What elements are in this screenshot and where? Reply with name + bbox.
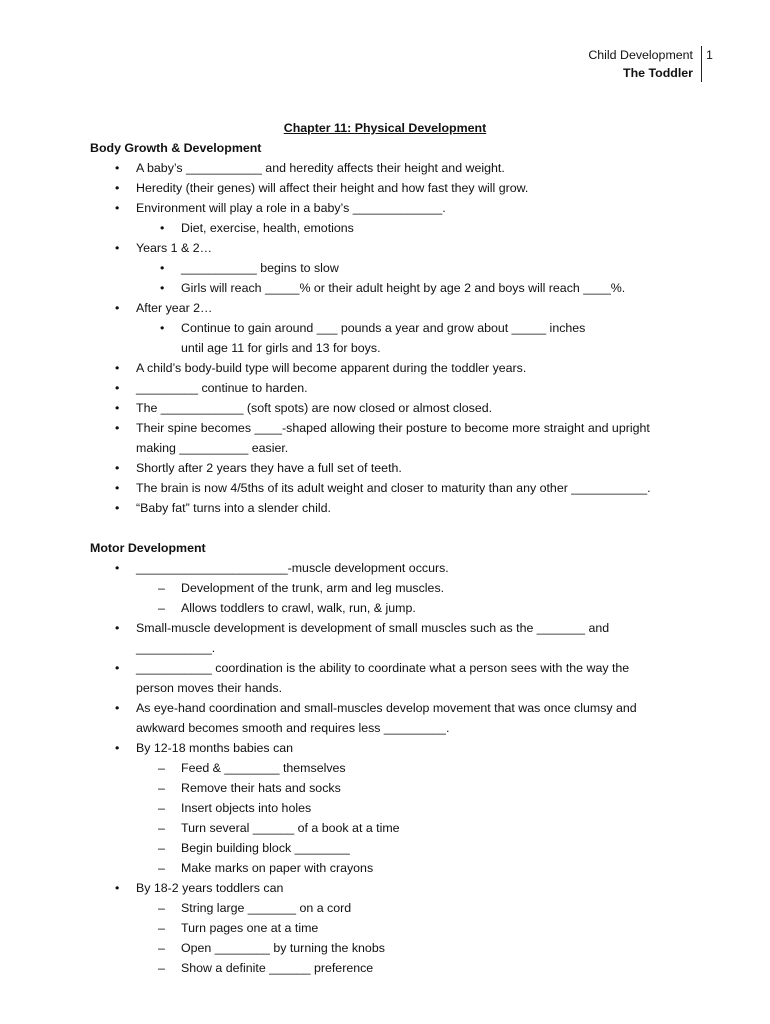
header-title: Child Development [588,48,693,62]
list-item: • As eye-hand coordination and small-muscles develop movement that was once clumsy and awkward becomes smooth and requires less _________. [90,698,690,738]
list-item: • The brain is now 4/5ths of its adult weight and closer to maturity than any other ___________. [90,478,690,498]
running-header-text [588,46,702,82]
section-title: Motor Development [90,541,206,555]
sub-list-item: – Show a definite ______ preference [90,958,690,978]
sub-list-item: • Girls will reach _____% or their adult height by age 2 and boys will reach ____%. [90,278,690,298]
running-header [588,46,702,82]
header-subtitle: The Toddler [623,66,693,80]
list-item: • After year 2… [90,298,690,318]
page-number: 1 [706,48,713,62]
list-item: • The ____________ (soft spots) are now closed or almost closed. [90,398,690,418]
list-item: • Their spine becomes ____-shaped allowing their posture to become more straight and upright making __________ easier. [90,418,690,458]
sub-list-item: • Continue to gain around ___ pounds a year and grow about _____ inches until age 11 for girls and 13 for boys. [90,318,690,358]
list-item: • Small-muscle development is development of small muscles such as the _______ and ___________. [90,618,690,658]
sub-list-item: – Development of the trunk, arm and leg muscles. [90,578,690,598]
list-item: • A baby’s ___________ and heredity affects their height and weight. [90,158,690,178]
list-item: • Years 1 & 2… [90,238,690,258]
section-list [90,558,690,978]
section-motor-development [90,538,690,978]
sub-list-item: – Allows toddlers to crawl, walk, run, & jump. [90,598,690,618]
list-item: • Environment will play a role in a baby’s _____________. [90,198,690,218]
list-item: • Shortly after 2 years they have a full set of teeth. [90,458,690,478]
list-item: • By 18-2 years toddlers can [90,878,690,898]
sub-list-item: – Feed & ________ themselves [90,758,690,778]
sub-list-item: – Begin building block ________ [90,838,690,858]
list-item: • ___________ coordination is the ability to coordinate what a person sees with the way the person moves their hands. [90,658,690,698]
section-body-growth [90,138,690,518]
sub-list-item: – Turn pages one at a time [90,918,690,938]
sub-list-item: • Diet, exercise, health, emotions [90,218,690,238]
list-item: • _________ continue to harden. [90,378,690,398]
list-item: • A child’s body-build type will become apparent during the toddler years. [90,358,690,378]
list-item: • ______________________-muscle development occurs. [90,558,690,578]
sub-list-item: – Insert objects into holes [90,798,690,818]
list-item: • By 12-18 months babies can [90,738,690,758]
section-list [90,158,690,518]
sub-list-item: – String large _______ on a cord [90,898,690,918]
list-item: • “Baby fat” turns into a slender child. [90,498,690,518]
chapter-title: Chapter 11: Physical Development [283,121,487,135]
sub-list-item: – Open ________ by turning the knobs [90,938,690,958]
sub-list-item: • ___________ begins to slow [90,258,690,278]
sub-list-item: – Make marks on paper with crayons [90,858,690,878]
list-item: • Heredity (their genes) will affect their height and how fast they will grow. [90,178,690,198]
section-title: Body Growth & Development [90,141,262,155]
sub-list-item: – Turn several ______ of a book at a time [90,818,690,838]
sub-list-item: – Remove their hats and socks [90,778,690,798]
